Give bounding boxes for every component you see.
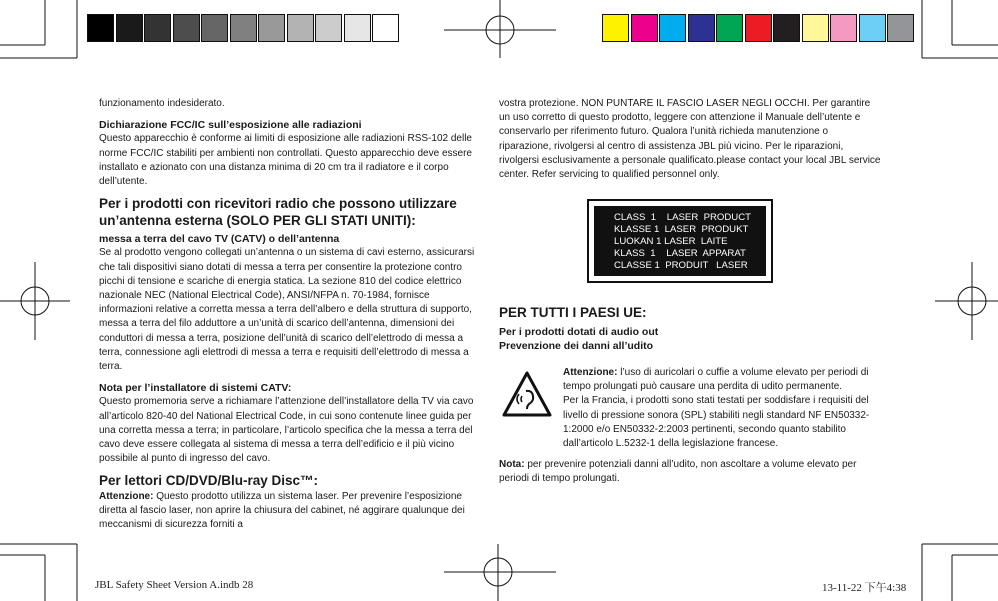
note-label: Nota: (499, 459, 525, 470)
left-column (99, 97, 483, 533)
gray-swatch-5 (201, 14, 228, 42)
right-column-bottom (499, 305, 883, 353)
footer-file-name: JBL Safety Sheet Version A.indb 28 (95, 579, 254, 591)
hearing-warning-icon (502, 371, 552, 417)
right-column-top (499, 97, 883, 182)
registration-mark-bottom (444, 544, 556, 601)
color-swatch-6 (745, 14, 772, 42)
installer-heading: Nota per l’installatore di sistemi CATV: (99, 382, 292, 395)
gray-swatch-4 (173, 14, 200, 42)
color-swatch-9 (830, 14, 857, 42)
france-paragraph: Per la Francia, i prodotti sono stati testati per soddisfare i requisiti del livello di pressione sonora (SPL) stabiliti negli standard NF EN50332-1:2000 e/o EN50332-2:2003 pertinenti, secondo quanto stabilito dall’articolo L.5232-1 della legislazione francese. (563, 395, 870, 450)
registration-mark-left (0, 262, 70, 340)
gray-swatch-11 (372, 14, 399, 42)
color-swatch-11 (887, 14, 914, 42)
grayscale-color-bar (87, 14, 401, 44)
intro-text: funzionamento indesiderato. (99, 98, 225, 109)
color-swatch-7 (773, 14, 800, 42)
color-swatch-2 (631, 14, 658, 42)
attention-body: Questo prodotto utilizza un sistema laser. Per prevenire l’esposizione diretta al fascio laser, non aprire la chiusura del cabinet, né aggirare qualunque dei meccanismi di sicurezza forniti a (99, 490, 465, 531)
gray-swatch-8 (287, 14, 314, 42)
gray-swatch-7 (258, 14, 285, 42)
hearing-attention-body: l’uso di auricolari o cuffie a volume elevato per periodi di tempo prolungati può causare una perdita di udito permanente. (563, 367, 869, 393)
catv-heading: messa a terra del cavo TV (CATV) o dell’antenna (99, 233, 340, 246)
note-text (499, 458, 883, 486)
audio-out-heading: Per i prodotti dotati di audio out (499, 325, 659, 338)
hearing-attention-label: Attenzione: (563, 367, 618, 378)
laser-class-label (587, 199, 773, 283)
color-swatch-4 (688, 14, 715, 42)
antenna-heading: Per i prodotti con ricevitori radio che possono utilizzare un’antenna esterna (SOLO PER GLI STATI UNITI): (99, 196, 457, 228)
gray-swatch-9 (315, 14, 342, 42)
gray-swatch-6 (230, 14, 257, 42)
hearing-attention-paragraph (563, 366, 883, 394)
footer-date: 13-11-22 下午4:38 (822, 582, 907, 594)
note-paragraph (499, 458, 883, 486)
gray-swatch-3 (144, 14, 171, 42)
cd-heading: Per lettori CD/DVD/Blu-ray Disc™: (99, 473, 319, 489)
fcc-body: Questo apparecchio è conforme ai limiti di esposizione alle radiazioni RSS-102 delle norme FCC/IC stabiliti per ambienti non controllati. Questo apparecchio deve essere installato e azionato con una distanza minima di 20 cm tra il radiatore e il corpo dell’utente. (99, 133, 472, 188)
eu-heading: PER TUTTI I PAESI UE: (499, 305, 647, 320)
registration-mark-right (935, 262, 998, 340)
gray-swatch-2 (116, 14, 143, 42)
cd-attention-paragraph (99, 490, 483, 533)
color-swatch-1 (602, 14, 629, 42)
note-body: per prevenire potenziali danni all’udito, non ascoltare a volume elevato per periodi di tempo prolungati. (499, 459, 857, 485)
laser-continuation: vostra protezione. NON PUNTARE IL FASCIO LASER NEGLI OCCHI. Per garantire un uso corretto di questo prodotto, leggere con attenzione il Manuale dell’utente e conservarlo per riferimento futuro. Qualora l’unità richieda manutenzione o riparazione, rivolgersi al centro di assistenza JBL più vicino. Per le riparazioni, rivolgersi esclusivamente a personale qualificato.please contact your local JBL service center. Refer servicing to qualified personnel only. (499, 98, 881, 181)
catv-body: Se al prodotto vengono collegati un’antenna o un sistema di cavi esterno, assicurarsi che tali dispositivi siano dotati di messa a terra per consentire la protezione contro picchi di tensione e scariche di energia statica. La sezione 810 del codice elettrico nazionale NEC (National Electrical Code), ANSI/NFPA n. 70-1984, fornisce informazioni relative a corretta messa a terra dell’albero e della struttura di supporto, messa a terra del filo adduttore a un’unità di scarico dell’antenna, dimensioni dei conduttori di messa a terra, posizione dell’unità di scarico dell’elettrodo di messa a terra, connessione agli elettrodi di messa a terra e requisiti dell’elettrodo di messa a terra. (99, 247, 475, 373)
laser-class-text: CLASS 1 LASER PRODUCT KLASSE 1 LASER PRODUKT LUOKAN 1 LASER LAITE KLASS 1 LASER APPARAT CLASSE 1 PRODUIT LASER (594, 206, 766, 276)
color-swatch-8 (802, 14, 829, 42)
hearing-text (563, 366, 883, 451)
color-swatch-3 (659, 14, 686, 42)
attention-label: Attenzione: (99, 490, 154, 502)
color-swatch-10 (859, 14, 886, 42)
registration-mark-top (444, 0, 556, 58)
fcc-heading: Dichiarazione FCC/IC sull’esposizione alle radiazioni (99, 119, 362, 132)
color-swatch-5 (716, 14, 743, 42)
gray-swatch-10 (344, 14, 371, 42)
process-color-bar (602, 14, 916, 44)
hearing-heading: Prevenzione dei danni all’udito (499, 339, 654, 352)
gray-swatch-1 (87, 14, 114, 42)
installer-body: Questo promemoria serve a richiamare l’attenzione dell’installatore della TV via cavo all’articolo 820-40 del National Electrical Code, in cui sono contenute linee guida per una corretta messa a terra; in particolare, l’articolo specifica che la messa a terra del cavo deve essere collegata al sistema di messa a terra dell’edificio e il più vicino possibile al punto di ingresso del cavo. (99, 396, 474, 465)
